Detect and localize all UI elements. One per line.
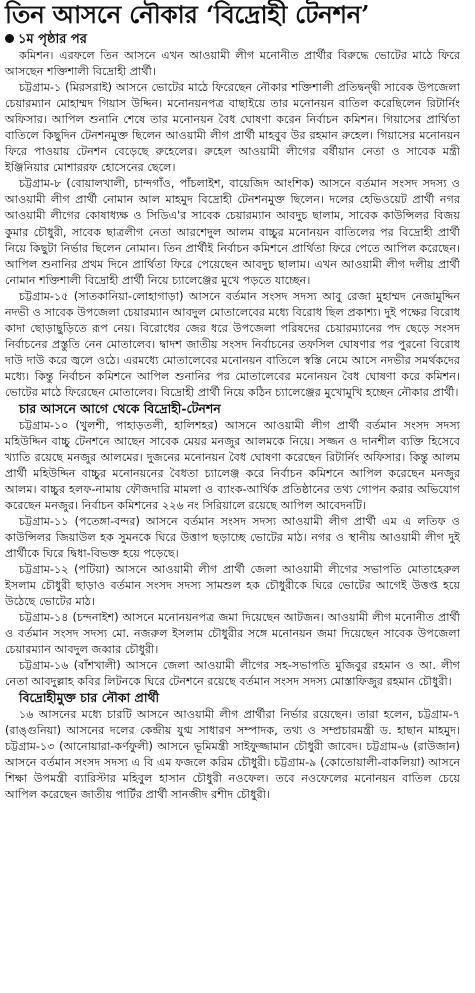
article-paragraph: চট্টগ্রাম-১০ (খুলশী, পাহাড়তলী, হালিশহর) আসনে আওয়ামী লীগ প্রার্থী বর্তমান সংসদ সদস্য মহিউদ্দিন বাচ্চু টেনশনে আছেন সাবেক মেয়র মনজুর আলমকে নিয়ে। সজ্জন ও দানশীল ব্যক্তি হিসেবে খ্যাতি রয়েছে মনজুর আলমের। দুজনের মনোনয়ন বৈধ ঘোষণা করেছেন রিটার্নিং অফিসার। কিন্তু আলম প্রার্থী মহিউদ্দিন বাচ্চুর মনোনয়নের বৈধতা চ্যালেঞ্জ করে নির্বাচন কমিশনে আপিল করেছেন মনজুর আলম। বাচ্চুর হলফ-নামায় ফৌজদারি মামলা ও ব্যাংক-আর্থিক প্রতিষ্ঠানের তথ্য গোপন করার অভিযোগ করেছেন মনজুর। নির্বাচন কমিশনের ২২৬ নং সিরিয়ালে রয়েছে আপিল আবেদনটি। [5, 418, 460, 512]
headline: তিন আসনে নৌকার ‘বিদ্রোহী টেনশন’ [5, 0, 370, 29]
article-paragraph: চট্টগ্রাম-১ (মিরসরাই) আসনে ভোটের মাঠে ফিরেছেন নৌকার শক্তিশালী প্রতিদ্বন্দ্বী সাবেক উপজেলা চেয়ারম্যান মোহাম্মদ গিয়াস উদ্দিন। মনোনয়নপত্র বাছাইয়ে তার মনোনয়ন বাতিল করেছিলেন রিটার্নিং অফিসার। আপিল শুনানি শেষে তার মনোনয়ন বৈধ ঘোষণা করেন নির্বাচন কমিশন। গিয়াসের প্রার্থিতা বাতিলে কিছুদিন টেনশনমুক্ত ছিলেন আওয়ামী লীগ প্রার্থী মাহবুব উর রহমান রুহেল। গিয়াসের মনোনয়ন ফিরে পাওয়ায় টেনশন বেড়েছে রুহেলের। রুহেল আওয়ামী লীগের বর্ষীয়ান নেতা ও সাবেক মন্ত্রী ইঞ্জিনিয়ার মোশাররফ হোসেনের ছেলে। [5, 81, 460, 175]
article-paragraph: চট্টগ্রাম-১৬ (বাঁশখালী) আসনে জেলা আওয়ামী লীগের সহ-সভাপতি মুজিবুর রহমান ও আ. লীগ নেতা আবদুল্লাহ কবির লিটনকে ঘিরে টেনশনে রয়েছে বর্তমান সংসদ সদস্য মোস্তাফিজুর রহমান চৌধুরী। [5, 659, 460, 689]
bullet-icon [5, 34, 14, 43]
continued-marker [5, 32, 460, 47]
article-paragraph: চট্টগ্রাম-১৫ (সাতকানিয়া-লোহাগাড়া) আসনে বর্তমান সংসদ সদস্য আবু রেজা মুহাম্মদ নেজামুদ্দিন নদভী ও সাবেক উপজেলা চেয়ারম্যান আবদুল মোতালেবের মধ্যে বিরোধ ছিল প্রকাশ্য। দুই পক্ষের বিরোধ কাদা ছোড়াছুড়িতে রূপ নেয়। বিরোধের জের ধরে উপজেলা পরিষদের চেয়ারম্যানের পদ ছেড়ে সংসদ নির্বাচনের প্রস্তুতি নেন মোতালেব। দ্বাদশ জাতীয় সংসদ নির্বাচনের তফসিল ঘোষণার পর পুরনো বিরোধ দাউ দাউ করে জ্বলে ওঠে। এরমধ্যে মোতালেবের মনোনয়ন বাতিলে স্বস্তি নেমে আসে নদভীর সমর্থকদের মধ্যে। কিন্তু নির্বাচন কমিশনে আপিল শুনানির পর মোতালেবের মনোনয়ন বৈধ ঘোষণা করে কমিশন। ভোটের মাঠে ফিরেছেন মোতালেব। বিদ্রোহী প্রার্থী নিয়ে কঠিন চ্যালেঞ্জের মুখোমুখি হচ্ছেন নৌকার প্রার্থী। [5, 289, 460, 399]
article-paragraph: ১৬ আসনের মধ্যে চারটি আসনে আওয়ামী লীগ প্রার্থীরা নির্ভার রয়েছেন। তারা হলেন, চট্টগ্রাম-৭ (রাঙ্গুনিয়া) আসনের দলের কেন্দ্রীয় যুগ্ম সাধারণ সম্পাদক, তথ্য ও সম্প্রচারমন্ত্রী ড. হাছান মাহমুদ। চট্টগ্রাম-১৩ (আনোয়ারা-কর্ণফুলী) আসনে ভূমিমন্ত্রী সাইফুজ্জামান চৌধুরী জাবেদ। চট্টগ্রাম-৬ (রাউজান) আসনে বর্তমান সংসদ সদস্য এ বি এম ফজলে করিম চৌধুরী। চট্টগ্রাম-৯ (কোতোয়ালী-বাকলিয়া) আসনে শিক্ষা উপমন্ত্রী ব্যারিস্টার মহিবুল হাসান চৌধুরী নওফেল। তবে নওফেলের মনোনয়ন বাতিল চেয়ে আপিল করেছেন জাতীয় পার্টির প্রার্থী সানজীদ রশীদ চৌধুরী। [5, 708, 460, 802]
section-heading: বিদ্রোহীমুক্ত চার নৌকা প্রার্থী [19, 690, 160, 706]
article-paragraph: চট্টগ্রাম-১৪ (চন্দনাইশ) আসনে মনোনয়নপত্র জমা দিয়েছেন আটজন। আওয়ামী লীগ মনোনীত প্রার্থী ও বর্তমান সংসদ সদস্য মো. নজরুল ইসলাম চৌধুরীর সঙ্গে মনোনয়ন জমা দিয়েছেন সাবেক উপজেলা চেয়ারম্যান আবদুল জব্বার চৌধুরী। [5, 611, 460, 657]
article-paragraph: চট্টগ্রাম-১২ (পটিয়া) আসনে আওয়ামী লীগ প্রার্থী জেলা আওয়ামী লীগের সভাপতি মোতাহেরুল ইসলাম চৌধুরী ছাড়াও বর্তমান সংসদ সদস্য সামশুল হক চৌধুরীকে ঘিরে ভোটের আগেই উত্তপ্ত হয়ে উঠেছে ভোটের মাঠ। [5, 563, 460, 609]
article-paragraph: চট্টগ্রাম-১১ (পতেঙ্গা-বন্দর) আসনে বর্তমান সংসদ সদস্য আওয়ামী লীগ প্রার্থী এম এ লতিফ ও কাউন্সিলর জিয়াউল হক সুমনকে ঘিরে উত্তাপ ছড়াচ্ছে ভোটের মাঠ। নগর ও স্থানীয় আওয়ামী লীগ দুই প্রার্থীকে ঘিরে দ্বিধা-বিভক্ত হয়ে পড়েছে। [5, 514, 460, 560]
article-paragraph: চট্টগ্রাম-৮ (বোয়ালখালী, চান্দগাঁও, পাঁচলাইশ, বায়েজিদ আংশিক) আসনে বর্তমান সংসদ সদস্য ও আওয়ামী লীগ প্রার্থী নোমান আল মাহমুদ বিদ্রোহী টেনশনমুক্ত ছিলেন। দলের হেভিওয়েট প্রার্থী নগর আওয়ামী লীগের কোষাধ্যক্ষ ও সিডিএ'র সাবেক চেয়ারম্যান আবদুচ ছালাম, সাবেক কাউন্সিলর বিজয় কুমার চৌধুরী, সাবেক ছাত্রলীগ নেতা আরশেদুল আলম বাচ্চুর মনোনয়ন বাতিলের পর বিদ্রোহী প্রার্থী নিয়ে কিছুটা নির্ভার ছিলেন নোমান। তিন প্রার্থীই নির্বাচন কমিশনে প্রার্থিতা ফিরে পেতে আপিল করেছেন। আপিল শুনানির প্রথম দিনে প্রার্থিতা ফিরে পেয়েছেন আবদুচ ছালাম। এখন আওয়ামী লীগ দলীয় প্রার্থী নোমান শক্তিশালী বিদ্রোহী প্রার্থী নিয়ে চ্যালেঞ্জের মুখে পড়তে যাচ্ছেন। [5, 177, 460, 287]
section-heading: চার আসনে আগে থেকে বিদ্রোহী-টেনশন [19, 401, 221, 417]
continued-label: ১ম পৃষ্ঠার পর [18, 32, 87, 47]
article-paragraph: কমিশন। এরফলে তিন আসনে এখন আওয়ামী লীগ মনোনীত প্রার্থীর বিরুদ্ধে ভোটের মাঠে ফিরে আসছেন শক্তিশালী বিদ্রোহী প্রার্থী। [5, 49, 460, 79]
